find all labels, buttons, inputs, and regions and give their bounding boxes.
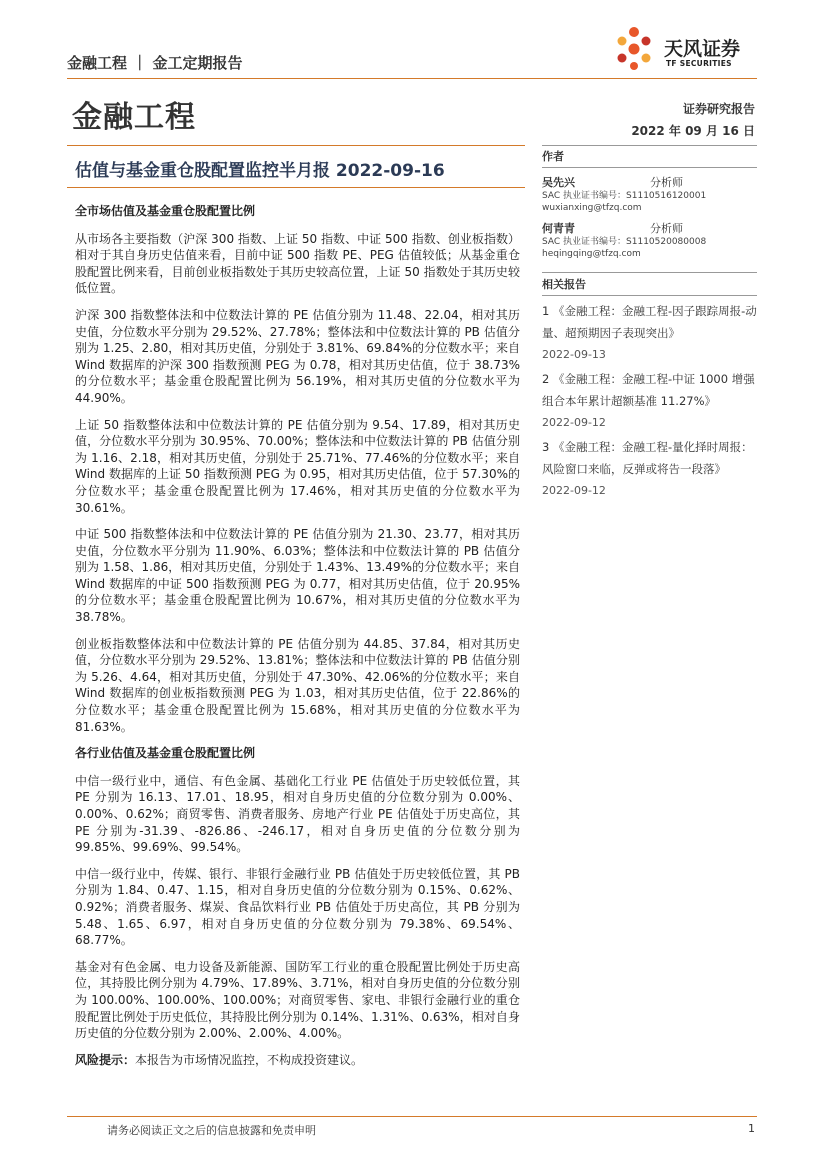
author-card bbox=[542, 220, 757, 260]
subtitle-top-divider bbox=[67, 145, 525, 146]
authors-heading: 作者 bbox=[542, 150, 564, 163]
logo-text-cn: 天风证券 bbox=[664, 38, 741, 60]
report-date: 2022 年 09 月 16 日 bbox=[631, 124, 755, 138]
author-email[interactable]: wuxianxing@tfzq.com bbox=[542, 203, 642, 213]
header-divider bbox=[67, 78, 757, 79]
footer-divider bbox=[67, 1116, 757, 1117]
page-title: 金融工程 bbox=[72, 100, 196, 135]
author-cert: SAC 执业证书编号：S1110516120001 bbox=[542, 191, 707, 201]
footer-disclaimer[interactable]: 请务必阅读正文之后的信息披露和免责申明 bbox=[107, 1124, 316, 1137]
paragraph-hs300: 沪深 300 指数整体法和中位数法计算的 PE 估值分别为 11.48、22.04，相对其历史值，分位数水平分别为 29.52%、27.78%；整体法和中位数法计算的 PB 估值分别为 1.25、2.80，相对其历史值，分别处于 3.81%、69.84%的分位数水平；来自 Wind 数据库的沪深 300 指数预测 PEG 为 0.78，相对其历史估值，位于 38.73%的分位数水平；基金重仓股配置比例为 56.19%，相对其历史值的分位数水平为 44.90%。 bbox=[75, 307, 520, 405]
author-cert: SAC 执业证书编号：S1110520080008 bbox=[542, 237, 707, 247]
related-top-divider bbox=[542, 272, 757, 273]
related-report-link[interactable]: 3 《金融工程：金融工程-量化择时周报：风险窗口来临，反弹或将告一段落》 bbox=[542, 440, 753, 476]
paragraph-cyb: 创业板指数整体法和中位数法计算的 PE 估值分别为 44.85、37.84，相对其历史值，分位数水平分别为 29.52%、13.81%；整体法和中位数法计算的 PB 估值分别为 5.26、4.64，相对其历史值，分别处于 47.30%、42.06%的分位数水平；来自 Wind 数据库的创业板指数预测 PEG 为 1.03，相对其历史估值，位于 22.86%的分位数水平；基金重仓股配置比例为 15.68%，相对其历史值的分位数水平为 81.63%。 bbox=[75, 636, 520, 734]
section-title-industry: 各行业估值及基金重仓股配置比例 bbox=[75, 746, 256, 761]
related-report-date: 2022-09-12 bbox=[542, 416, 606, 429]
related-heading-divider bbox=[542, 295, 757, 296]
section-title-market: 全市场估值及基金重仓股配置比例 bbox=[75, 204, 256, 218]
related-report-date: 2022-09-13 bbox=[542, 348, 606, 361]
paragraph-fund-allocation: 基金对有色金属、电力设备及新能源、国防军工行业的重仓股配置比例处于历史高位，其持股比例分别为 4.79%、17.89%、3.71%，相对自身历史值的分位数分别为 100.00%、100.00%、100.00%；对商贸零售、家电、非银行金融行业的重仓股配置比例处于历史低位，其持股比例分别为 0.14%、1.31%、0.63%，相对自身历史值的分位数分别为 2.00%、2.00%、4.00%。 bbox=[75, 959, 520, 1041]
page-number: 1 bbox=[748, 1122, 755, 1135]
risk-text: 本报告为市场情况监控，不构成投资建议。 bbox=[135, 1052, 364, 1067]
paragraph-industry-pe: 中信一级行业中，通信、有色金属、基础化工行业 PE 估值处于历史较低位置，其 PE 分别为 16.13、17.01、18.95，相对自身历史值的分位数分别为 0.00%、0.00%、0.62%；商贸零售、消费者服务、房地产行业 PE 估值处于历史高位，其 PE 分别为-31.39、-826.86、-246.17，相对自身历史值的分位数分别为 99.85%、99.69%、99.54%。 bbox=[75, 773, 520, 855]
related-report-link[interactable]: 2 《金融工程：金融工程-中证 1000 增强组合本年累计超额基准 11.27%》 bbox=[542, 372, 755, 408]
related-reports-section bbox=[542, 272, 757, 504]
paragraph-summary: 从市场各主要指数（沪深 300 指数、上证 50 指数、中证 500 指数、创业板指数）相对于其自身历史估值来看，目前中证 500 指数 PE、PEG 估值较低；从基金重仓股配置比例来看，目前创业板指数处于其历史较高位置，上证 50 指数处于其历史较低位置。 bbox=[75, 231, 520, 296]
author-role: 分析师 bbox=[650, 222, 683, 235]
paragraph-sz50: 上证 50 指数整体法和中位数法计算的 PE 估值分别为 9.54、17.89，相对其历史值，分位数水平分别为 30.95%、70.00%；整体法和中位数法计算的 PB 估值分别为 1.16、2.18，相对其历史值，分别处于 25.71%、77.46%的分位数水平；来自 Wind 数据库的上证 50 指数预测 PEG 为 0.95，相对其历史估值，位于 57.30%的分位数水平；基金重仓股配置比例为 17.46%，相对其历史值的分位数水平为 30.61%。 bbox=[75, 417, 520, 515]
risk-notice bbox=[75, 1052, 520, 1069]
main-content bbox=[75, 203, 520, 1078]
report-type: 证券研究报告 bbox=[682, 102, 755, 116]
subtitle-bottom-divider bbox=[67, 187, 525, 188]
company-logo bbox=[608, 22, 758, 74]
authors-heading-divider bbox=[542, 167, 757, 168]
report-category: 金融工程 ｜ 金工定期报告 bbox=[67, 54, 243, 72]
author-email[interactable]: heqingqing@tfzq.com bbox=[542, 249, 641, 259]
report-subtitle: 估值与基金重仓股配置监控半月报 2022-09-16 bbox=[75, 161, 445, 181]
risk-label: 风险提示： bbox=[75, 1052, 136, 1067]
related-report-date: 2022-09-12 bbox=[542, 484, 606, 497]
author-role: 分析师 bbox=[650, 176, 683, 189]
author-card bbox=[542, 174, 757, 214]
paragraph-zz500: 中证 500 指数整体法和中位数法计算的 PE 估值分别为 21.30、23.77，相对其历史值，分位数水平分别为 11.90%、6.03%；整体法和中位数法计算的 PB 估值分别为 1.58、1.86，相对其历史值，分别处于 1.43%、13.49%的分位数水平；来自 Wind 数据库的中证 500 指数预测 PEG 为 0.77，相对其历史估值，位于 20.95%的分位数水平；基金重仓股配置比例为 10.67%，相对其历史值的分位数水平为 38.78%。 bbox=[75, 527, 520, 625]
related-heading: 相关报告 bbox=[542, 278, 586, 291]
author-name: 吴先兴 bbox=[542, 176, 575, 189]
author-name: 何青青 bbox=[542, 222, 575, 235]
logo-mark-icon bbox=[608, 22, 660, 74]
paragraph-industry-pb: 中信一级行业中，传媒、银行、非银行金融行业 PB 估值处于历史较低位置，其 PB 分别为 1.84、0.47、1.15，相对自身历史值的分位数分别为 0.15%、0.62%、0.92%；消费者服务、煤炭、食品饮料行业 PB 估值处于历史高位，其 PB 分别为 5.48、1.65、6.97，相对自身历史值的分位数分别为 79.38%、69.54%、68.77%。 bbox=[75, 866, 520, 948]
related-report-link[interactable]: 1 《金融工程：金融工程-因子跟踪周报-动量、超预期因子表现突出》 bbox=[542, 304, 757, 340]
authors-section bbox=[542, 145, 757, 260]
authors-top-divider bbox=[542, 145, 757, 146]
logo-text-en: TF SECURITIES bbox=[666, 59, 732, 68]
